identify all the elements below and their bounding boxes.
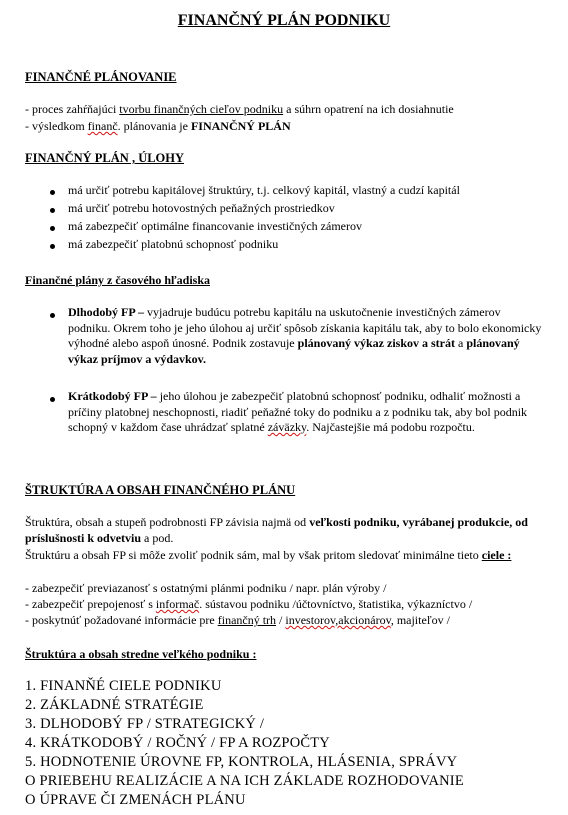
definition-line-1	[25, 102, 454, 117]
short-term-plan-paragraph	[68, 389, 543, 436]
heading-stredne-velky-podnik: Štruktúra a obsah stredne veľkého podniku :	[25, 647, 257, 661]
spellcheck-word: investorov,akcionárov	[285, 613, 391, 627]
text-fragment: Štruktúru a obsah FP si môže zvoliť podnik sám, mal by však pritom sledovať minimálne tieto	[25, 548, 482, 562]
bullet-icon	[50, 313, 55, 318]
underlined-phrase: tvorbu finančných cieľov podniku	[119, 102, 284, 116]
spellcheck-word: informač	[155, 597, 200, 611]
bold-phrase: plánovaný výkaz príjmov a výdavkov.	[68, 336, 520, 366]
heading-financny-plan-ulohy: FINANČNÝ PLÁN , ÚLOHY	[25, 151, 185, 165]
bold-underlined-phrase: ciele :	[481, 548, 512, 562]
outline-item: 2. ZÁKLADNÉ STRATÉGIE	[25, 697, 204, 713]
long-term-plan-paragraph	[68, 305, 543, 367]
spellcheck-word: finanč	[87, 119, 118, 133]
text-fragment: vyjadruje budúcu potrebu kapitálu na uskutočnenie investičných zámerov podniku. Okrem toho je jeho úlohou aj určiť spôsob získania kapitálu tak, aby to bolo ekonomicky výhodné alebo aspoň únosné. Podnik zostavuje	[68, 305, 542, 350]
heading-struktura-a-obsah: ŠTRUKTÚRA A OBSAH FINANČNÉHO PLÁNU	[25, 483, 296, 497]
outline-item: O ÚPRAVE ČI ZMENÁCH PLÁNU	[25, 792, 246, 808]
heading-financne-planovanie: FINANČNÉ PLÁNOVANIE	[25, 70, 177, 84]
text-fragment: jeho úlohou je zabezpečiť platobnú schopnosť podniku, odhaliť možnosti a príčiny platobnej neschopnosti, riadiť peňažné toky do podniku a z podniku tak, aby bol podnik schopný v každom čase uhrádzať splatné	[68, 389, 528, 434]
bold-label: Krátkodobý FP –	[68, 389, 157, 403]
structure-paragraph-2	[25, 548, 545, 564]
text-fragment: - proces zahŕňajúci	[25, 102, 120, 116]
text-fragment: - zabezpečiť prepojenosť s	[25, 597, 156, 611]
structure-paragraph-1	[25, 515, 545, 546]
bullet-icon	[50, 226, 55, 231]
bold-phrase: FINANČNÝ PLÁN	[190, 119, 291, 133]
spellcheck-word: záväzky	[267, 420, 307, 434]
text-fragment: . plánovania je	[117, 119, 191, 133]
bullet-icon	[50, 244, 55, 249]
bold-phrase: plánovaný výkaz ziskov a strát	[297, 336, 455, 350]
bold-label: Dlhodobý FP –	[68, 305, 145, 319]
list-item: má zabezpečiť platobnú schopnosť podniku	[68, 237, 279, 251]
page-title: FINANČNÝ PLÁN PODNIKU	[177, 12, 391, 29]
bold-phrase: veľkosti podniku, vyrábanej produkcie, od príslušnosti k odvetviu	[25, 515, 528, 545]
goal-line-3	[25, 613, 450, 628]
list-item: má zabezpečiť optimálne financovanie investičných zámerov	[68, 219, 362, 233]
goal-line-2	[25, 597, 472, 612]
text-fragment: - výsledkom	[25, 119, 88, 133]
heading-casove-hladisko: Finančné plány z časového hľadiska	[25, 273, 210, 287]
list-item: má určiť potrebu kapitálovej štruktúry, t.j. celkový kapitál, vlastný a cudzí kapitál	[68, 183, 460, 197]
text-fragment: a pod.	[141, 530, 174, 545]
goal-line-1: - zabezpečiť previazanosť s ostatnými plánmi podniku / napr. plán výroby /	[25, 581, 387, 595]
outline-item: 5. HODNOTENIE ÚROVNE FP, KONTROLA, HLÁSENIA, SPRÁVY	[25, 754, 458, 770]
outline-item: 1. FINANŇÉ CIELE PODNIKU	[25, 678, 222, 694]
text-fragment: - poskytnúť požadované informácie pre	[25, 613, 218, 627]
bullet-icon	[50, 397, 55, 402]
outline-item: 4. KRÁTKODOBÝ / ROČNÝ / FP A ROZPOČTY	[25, 735, 330, 751]
bullet-icon	[50, 208, 55, 213]
underlined-phrase: finančný trh	[217, 613, 277, 627]
text-fragment: . Najčastejšie má podobu rozpočtu.	[306, 420, 475, 434]
text-fragment: a	[455, 336, 467, 350]
text-fragment: a súhrn opatrení na ich dosiahnutie	[283, 102, 454, 116]
outline-item: O PRIEBEHU REALIZÁCIE A NA ICH ZÁKLADE ROZHODOVANIE	[25, 773, 464, 789]
text-fragment: . sústavou podniku /účtovníctvo, štatistika, výkazníctvo /	[199, 597, 473, 611]
list-item: má určiť potrebu hotovostných peňažných prostriedkov	[68, 201, 335, 215]
text-fragment: , majiteľov /	[390, 613, 451, 627]
definition-line-2	[25, 119, 291, 134]
text-fragment: /	[276, 613, 286, 627]
text-fragment: Štruktúra, obsah a stupeň podrobnosti FP závisia najmä od	[25, 515, 310, 529]
bullet-icon	[50, 190, 55, 195]
outline-item: 3. DLHODOBÝ FP / STRATEGICKÝ /	[25, 716, 265, 732]
